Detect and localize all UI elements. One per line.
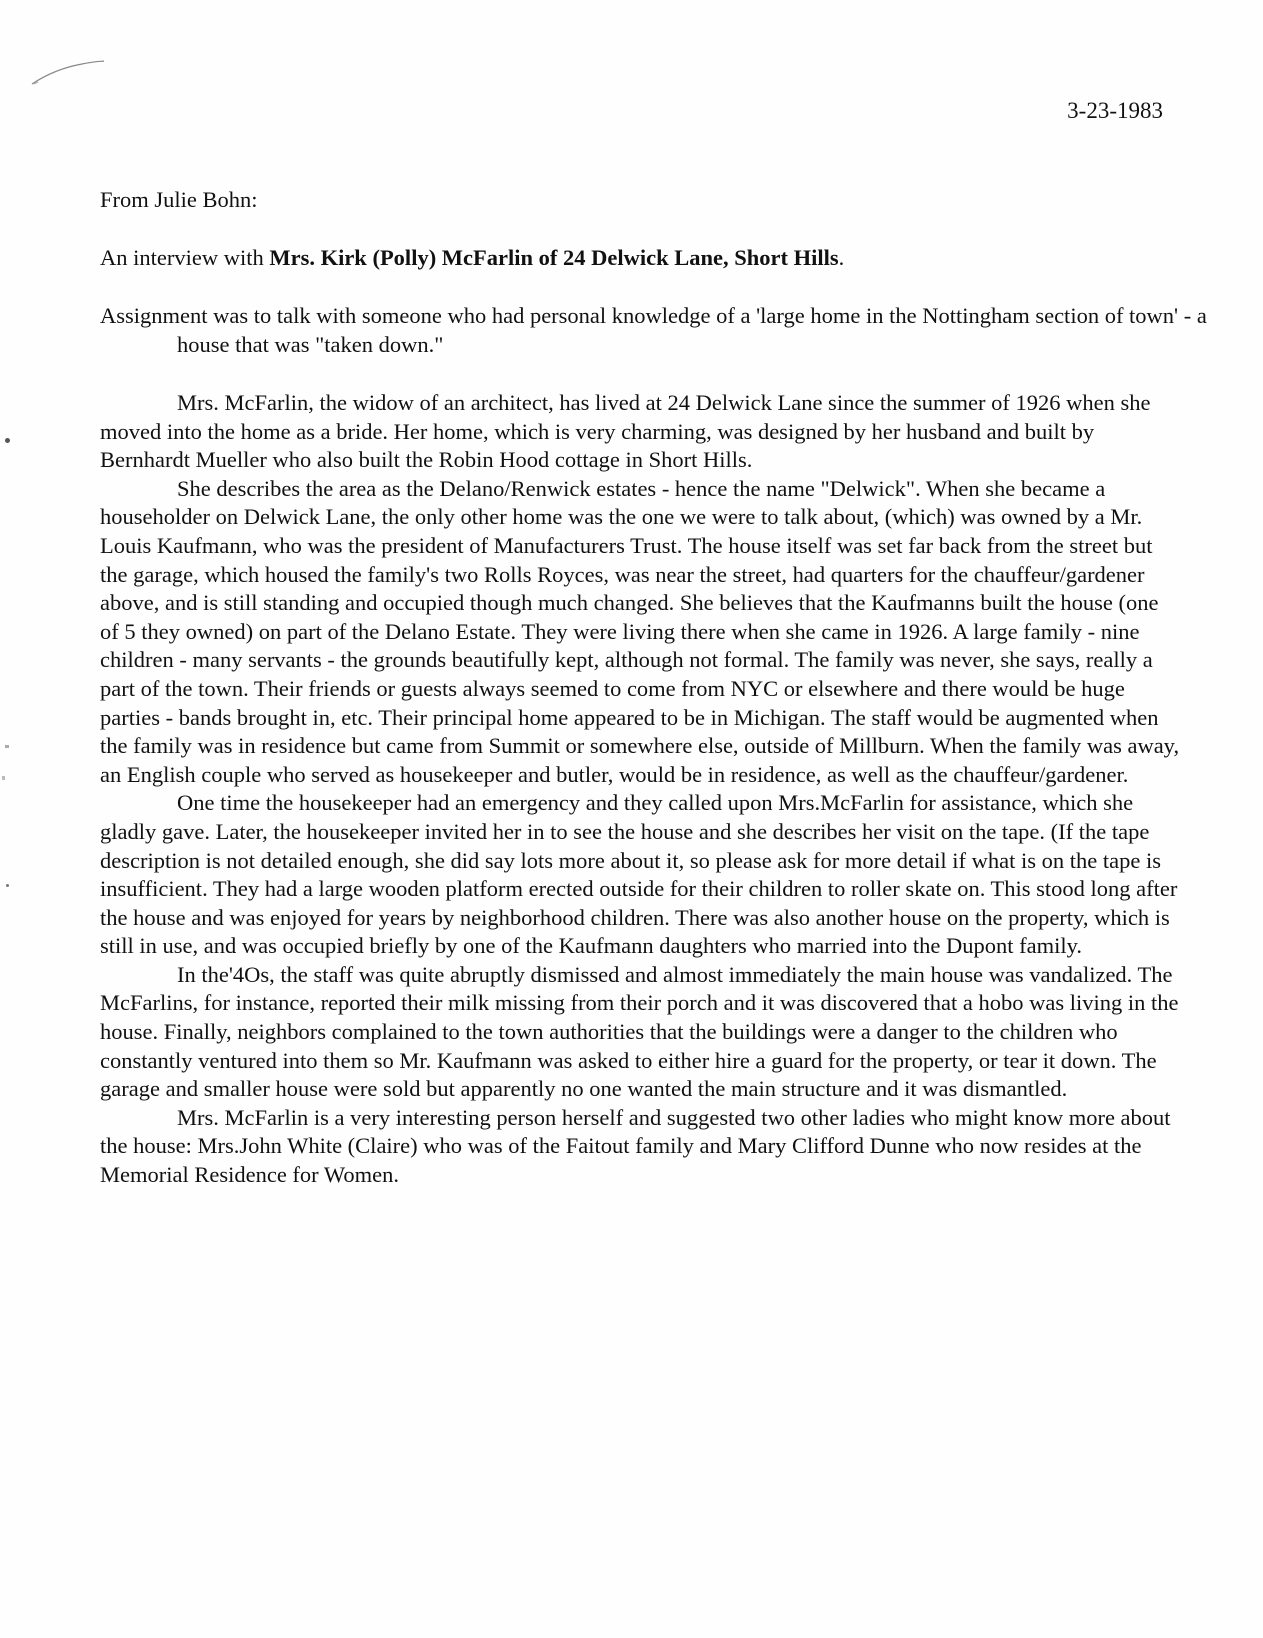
body-paragraph: Mrs. McFarlin, the widow of an architect, has lived at 24 Delwick Lane since the summer of 1926 when she moved into the home as a bride. Her home, which is very charming, was designed by her husband and built by Bernhardt Mueller who also built the Robin Hood cottage in Short Hills. [100, 390, 1151, 473]
from-line: From Julie Bohn: [100, 187, 258, 212]
margin-speck [2, 776, 5, 780]
interview-prefix: An interview with [100, 245, 270, 270]
body-text [100, 389, 1180, 1190]
margin-speck [6, 884, 9, 887]
assignment-paragraph: Assignment was to talk with someone who had personal knowledge of a 'large home in the Nottingham section of town' - a house that was "taken down." [100, 303, 1207, 357]
interview-suffix: . [838, 245, 845, 270]
body-paragraph: In the'4Os, the staff was quite abruptly dismissed and almost immediately the main house was vandalized. The McFarlins, for instance, reported their milk missing from their porch and it was discovered that a hobo was living in the house. Finally, neighbors complained to the town authorities that the buildings were a danger to the children who constantly ventured into them so Mr. Kaufmann was asked to either hire a guard for the property, or tear it down. The garage and smaller house were sold but apparently no one wanted the main structure and it was dismantled. [100, 961, 1179, 1102]
document-date: 3-23-1983 [1067, 98, 1163, 123]
interview-line [100, 244, 1180, 273]
interviewee-name: Mrs. Kirk (Polly) McFarlin of 24 Delwick Lane, Short Hills [269, 245, 839, 270]
body-paragraph: Mrs. McFarlin is a very interesting person herself and suggested two other ladies who might know more about the house: Mrs.John White (Claire) who was of the Faitout family and Mary Clifford Dunne who now resides at the Memorial Residence for Women. [100, 1104, 1171, 1188]
margin-speck [5, 745, 9, 748]
body-paragraph: One time the housekeeper had an emergency and they called upon Mrs.McFarlin for assistance, which she gladly gave. Later, the housekeeper invited her in to see the house and she describes her visit on the tape. (If the tape description is not detailed enough, she did say lots more about it, so please ask for more detail if what is on the tape is insufficient. They had a large wooden platform erected outside for their children to roller skate on. This stood long after the house and was enjoyed for years by neighborhood children. There was also another house on the property, which is still in use, and was occupied briefly by one of the Kaufmann daughters who married into the Dupont family. [100, 790, 1178, 959]
body-paragraph: She describes the area as the Delano/Renwick estates - hence the name "Delwick". When she became a householder on Delwick Lane, the only other home was the one we were to talk about, (which) was owned by a Mr. Louis Kaufmann, who was the president of Manufacturers Trust. The house itself was set far back from the street but the garage, which housed the family's two Rolls Royces, was near the street, had quarters for the chauffeur/gardener above, and is still standing and occupied though much changed. She believes that the Kaufmanns built the house (one of 5 they owned) on part of the Delano Estate. They were living there when she came in 1926. A large family - nine children - many servants - the grounds beautifully kept, although not formal. The family was never, she says, really a part of the town. Their friends or guests always seemed to come from NYC or elsewhere and there would be huge parties - bands brought in, etc. Their principal home appeared to be in Michigan. The staff would be augmented when the family was in residence but came from Summit or somewhere else, outside of Millburn. When the family was away, an English couple who served as housekeeper and butler, would be in residence, as well as the chauffeur/gardener. [100, 475, 1180, 787]
margin-speck [5, 438, 10, 443]
pen-stroke-mark [30, 58, 106, 88]
